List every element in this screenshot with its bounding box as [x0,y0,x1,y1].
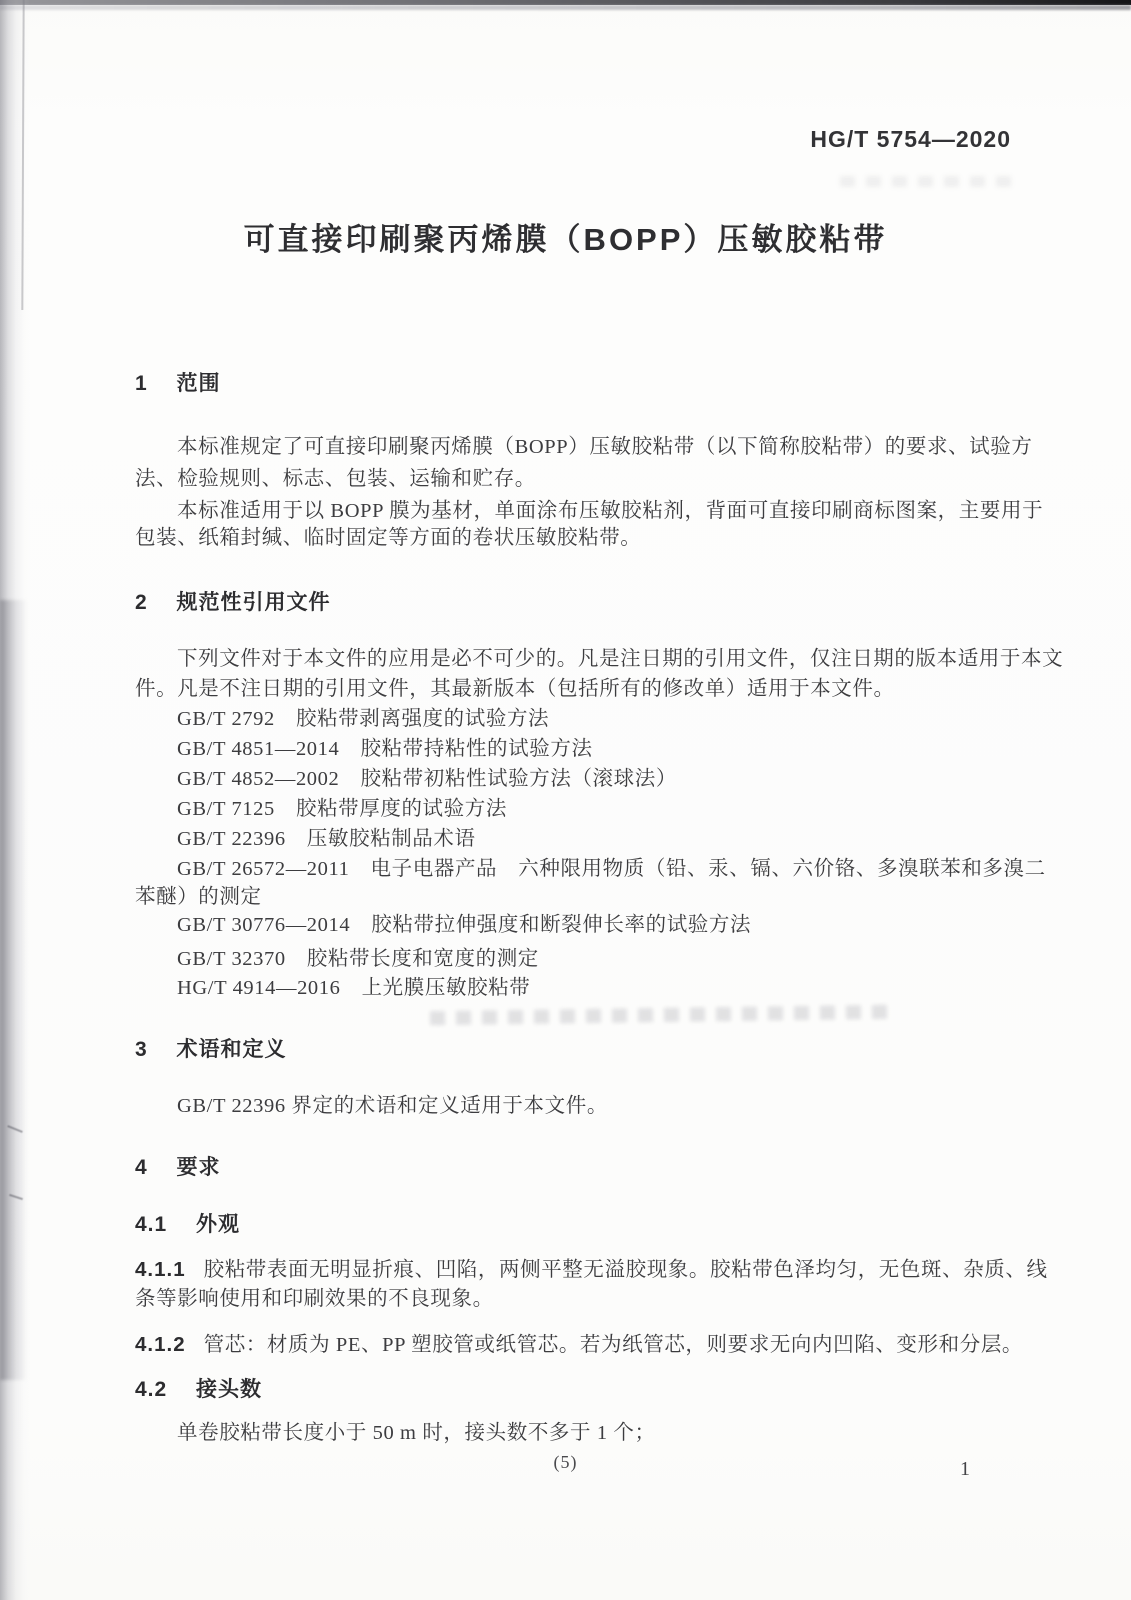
section-title: 外观 [196,1213,241,1236]
paragraph-line: 本标准适用于以 BOPP 膜为基材，单面涂布压敏胶粘剂，背面可直接印刷商标图案，主要用于 [177,500,1044,522]
paragraph-line: 法、检验规则、标志、包装、运输和贮存。 [135,468,536,490]
section-number: 2 [135,591,148,614]
clause-4-1-2 [135,1331,1023,1359]
section-title: 范围 [176,372,221,395]
section-4-1-heading [135,1208,240,1238]
paragraph-line: 下列文件对于本文件的应用是必不可少的。凡是注日期的引用文件，仅注日期的版本适用于本文 [177,648,1064,670]
reference-item: HG/T 4914—2016 上光膜压敏胶粘带 [177,977,531,999]
section-3-heading [135,1033,287,1063]
paragraph-line: GB/T 22396 界定的术语和定义适用于本文件。 [177,1095,608,1117]
section-number: 3 [135,1038,148,1061]
section-title: 规范性引用文件 [176,591,331,614]
section-number: 4.2 [135,1378,168,1401]
paragraph-line: 单卷胶粘带长度小于 50 m 时，接头数不多于 1 个； [177,1422,656,1444]
section-number: 1 [135,372,148,395]
section-title: 术语和定义 [176,1038,287,1061]
reference-item: GB/T 7125 胶粘带厚度的试验方法 [177,798,507,820]
clause-text: 管芯：材质为 PE、PP 塑胶管或纸管芯。若为纸管芯，则要求无向内凹陷、变形和分层。 [203,1334,1024,1356]
reference-item: GB/T 26572—2011 电子电器产品 六种限用物质（铅、汞、镉、六价铬、多溴联苯和多溴二 [177,858,1046,880]
section-4-2-heading [135,1373,262,1403]
reference-item: GB/T 4852—2002 胶粘带初粘性试验方法（滚球法） [177,768,677,790]
standard-code: HG/T 5754—2020 [810,126,1011,152]
reference-item: GB/T 32370 胶粘带长度和宽度的测定 [177,948,539,970]
section-title: 要求 [176,1156,221,1179]
paragraph-line: 件。凡是不注日期的引用文件，其最新版本（包括所有的修改单）适用于本文件。 [135,678,895,700]
clause-text: 胶粘带表面无明显折痕、凹陷，两侧平整无溢胶现象。胶粘带色泽均匀，无色斑、杂质、线 [203,1259,1048,1281]
clause-4-1-1-wrap: 条等影响使用和印刷效果的不良现象。 [135,1288,494,1310]
section-4-heading [135,1151,221,1181]
paragraph-line: 包装、纸箱封缄、临时固定等方面的卷状压敏胶粘带。 [135,527,642,549]
clause-4-1-1 [135,1256,1048,1284]
scan-binding-shadow-mid [0,600,28,1380]
section-number: 4 [135,1156,148,1179]
ink-bleedthrough-smudge [430,1005,890,1025]
reference-item: GB/T 22396 压敏胶粘制品术语 [177,828,476,850]
scan-edge-top-shadow [0,5,1131,10]
document-title: 可直接印刷聚丙烯膜（BOPP）压敏胶粘带 [243,222,888,257]
footer-section-marker: (5) [553,1452,578,1472]
reference-item-wrap: 苯醚）的测定 [135,886,262,908]
page-number: 1 [960,1458,970,1480]
clause-number: 4.1.1 [135,1258,186,1281]
section-title: 接头数 [196,1378,263,1401]
section-2-heading [135,586,331,616]
reference-item: GB/T 2792 胶粘带剥离强度的试验方法 [177,708,550,730]
section-1-heading [135,367,221,397]
reference-item: GB/T 30776—2014 胶粘带拉伸强度和断裂伸长率的试验方法 [177,914,752,936]
paragraph-line: 本标准规定了可直接印刷聚丙烯膜（BOPP）压敏胶粘带（以下简称胶粘带）的要求、试验方 [177,436,1033,458]
clause-number: 4.1.2 [135,1333,186,1356]
ink-bleedthrough-smudge [840,176,1020,187]
reference-item: GB/T 4851—2014 胶粘带持粘性的试验方法 [177,738,593,760]
section-number: 4.1 [135,1213,168,1236]
